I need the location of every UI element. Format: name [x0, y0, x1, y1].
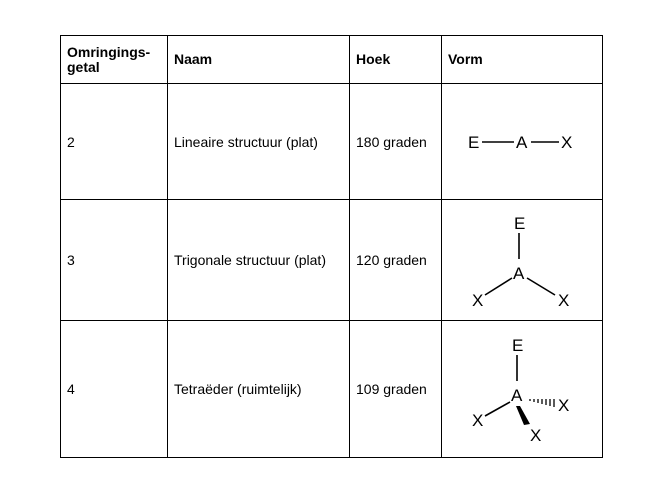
- cell-angle: 180 graden: [350, 84, 442, 200]
- solid-wedge-bond: [516, 406, 530, 425]
- linear-structure-diagram: [442, 84, 602, 199]
- cell-name: Trigonale structuur (plat): [168, 200, 350, 321]
- bond-line: [485, 278, 512, 295]
- trigonal-structure-diagram: [442, 200, 602, 320]
- cell-coordination: 2: [61, 84, 168, 200]
- atom-x-label: X: [558, 396, 570, 415]
- cell-shape: [442, 321, 603, 458]
- cell-shape: [442, 84, 603, 200]
- atom-a-label: A: [511, 386, 523, 405]
- table-row: [61, 321, 603, 458]
- atom-x-label: X: [530, 426, 542, 445]
- atom-a-label: A: [516, 133, 528, 152]
- header-coordination: Omringings-getal: [61, 36, 168, 84]
- atom-x-label: X: [472, 411, 484, 430]
- atom-x-label: X: [561, 133, 573, 152]
- geometry-table: [60, 35, 603, 458]
- cell-shape: [442, 200, 603, 321]
- atom-e-label: E: [468, 133, 480, 152]
- cell-coordination: 3: [61, 200, 168, 321]
- cell-coordination: 4: [61, 321, 168, 458]
- header-angle: Hoek: [350, 36, 442, 84]
- atom-e-label: E: [514, 214, 526, 233]
- bond-line: [485, 402, 510, 416]
- table-row: [61, 84, 603, 200]
- header-name: Naam: [168, 36, 350, 84]
- atom-x-label: X: [472, 291, 484, 310]
- atom-x-label: X: [558, 291, 570, 310]
- bond-line: [527, 278, 555, 295]
- cell-angle: 109 graden: [350, 321, 442, 458]
- hashed-wedge-bond: [530, 399, 554, 407]
- tetrahedral-structure-diagram: [442, 321, 602, 457]
- header-shape: Vorm: [442, 36, 603, 84]
- cell-angle: 120 graden: [350, 200, 442, 321]
- table-row: [61, 200, 603, 321]
- atom-e-label: E: [512, 336, 524, 355]
- atom-a-label: A: [513, 264, 525, 283]
- cell-name: Lineaire structuur (plat): [168, 84, 350, 200]
- table-header-row: [61, 36, 603, 84]
- cell-name: Tetraëder (ruimtelijk): [168, 321, 350, 458]
